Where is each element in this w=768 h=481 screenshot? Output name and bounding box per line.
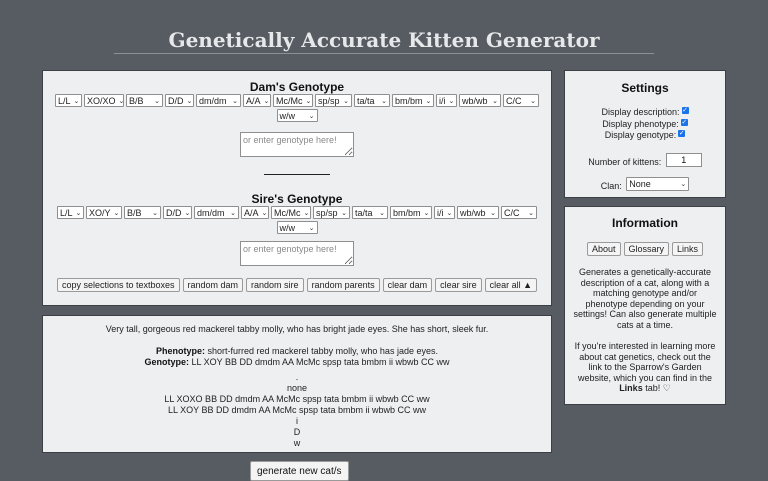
phenotype-value: short-furred red mackerel tabby molly, who has jade eyes. bbox=[205, 346, 438, 356]
chevron-down-icon: ⌄ bbox=[75, 209, 82, 217]
dam-heading: Dam's Genotype bbox=[249, 80, 345, 94]
select-value: bm/bm bbox=[395, 95, 423, 106]
sire-select-10[interactable] bbox=[434, 206, 455, 219]
debug-line: . bbox=[295, 372, 299, 382]
sire-select-6[interactable] bbox=[271, 206, 311, 219]
select-value: L/L bbox=[58, 95, 71, 106]
sire-select-7[interactable] bbox=[313, 206, 350, 219]
title-divider bbox=[114, 53, 654, 54]
random-sire-button[interactable]: random sire bbox=[246, 278, 304, 292]
chevron-down-icon: ⌄ bbox=[343, 97, 349, 105]
sire-select-12[interactable] bbox=[501, 206, 537, 219]
info-links-text: If you're interested in learning more about cat genetics, check out the link to the Sparrow's Garden website, which you can find in the bbox=[574, 341, 716, 383]
dam-select-4[interactable] bbox=[196, 94, 241, 107]
sire-selects bbox=[43, 206, 551, 234]
chevron-down-icon: ⌄ bbox=[303, 209, 310, 217]
action-buttons bbox=[43, 278, 551, 292]
dam-select-13[interactable] bbox=[277, 109, 318, 122]
sire-select-1[interactable] bbox=[86, 206, 122, 219]
select-value: wb/wb bbox=[462, 95, 488, 106]
select-value: i/i bbox=[439, 95, 446, 106]
dam-select-10[interactable] bbox=[436, 94, 457, 107]
genotype-line bbox=[43, 357, 551, 368]
select-value: Mc/Mc bbox=[276, 95, 303, 106]
debug-line: LL XOXO BB DD dmdm AA McMc spsp tata bmbm ii wbwb CC ww bbox=[164, 394, 430, 404]
chevron-down-icon: ⌄ bbox=[230, 209, 236, 217]
phenotype-label: Phenotype: bbox=[156, 346, 206, 356]
num-kittens-input[interactable]: 1 bbox=[666, 153, 702, 167]
select-value: ta/ta bbox=[357, 95, 375, 106]
sire-genotype-input[interactable] bbox=[240, 241, 354, 266]
debug-line: i bbox=[296, 416, 298, 426]
chevron-down-icon: ⌄ bbox=[528, 209, 534, 217]
chevron-down-icon: ⌄ bbox=[261, 209, 268, 217]
chevron-down-icon: ⌄ bbox=[381, 97, 387, 105]
clan-value: None bbox=[629, 179, 651, 190]
num-kittens-label: Number of kittens: bbox=[588, 156, 662, 167]
display-description-checkbox[interactable]: ✓ bbox=[682, 107, 688, 115]
chevron-down-icon: ⌄ bbox=[341, 209, 347, 217]
chevron-down-icon: ⌄ bbox=[152, 209, 158, 217]
debug-line: none bbox=[286, 383, 308, 393]
select-value: sp/sp bbox=[318, 95, 340, 106]
select-value: D/D bbox=[166, 207, 182, 218]
chevron-down-icon: ⌄ bbox=[308, 224, 315, 232]
output-panel bbox=[42, 315, 552, 453]
select-value: XO/XO bbox=[87, 95, 116, 106]
dam-select-11[interactable] bbox=[459, 94, 501, 107]
chevron-down-icon: ⌄ bbox=[492, 97, 498, 105]
sire-select-11[interactable] bbox=[457, 206, 499, 219]
display-genotype-checkbox[interactable]: ✓ bbox=[678, 130, 685, 138]
select-value: C/C bbox=[504, 207, 520, 218]
sire-select-8[interactable] bbox=[352, 206, 388, 219]
chevron-down-icon: ⌄ bbox=[232, 97, 238, 105]
chevron-down-icon: ⌄ bbox=[490, 209, 496, 217]
select-value: B/B bbox=[127, 207, 142, 218]
information-panel bbox=[564, 206, 726, 405]
tab-links[interactable]: Links bbox=[672, 242, 703, 256]
clan-label: Clan: bbox=[600, 180, 622, 191]
chevron-down-icon: ⌄ bbox=[680, 181, 687, 189]
select-value: L/L bbox=[60, 207, 73, 218]
dam-select-1[interactable] bbox=[84, 94, 124, 107]
dam-select-8[interactable] bbox=[354, 94, 390, 107]
tab-glossary[interactable]: Glossary bbox=[624, 242, 670, 256]
chevron-down-icon: ⌄ bbox=[263, 97, 270, 105]
chevron-down-icon: ⌄ bbox=[379, 209, 385, 217]
select-value: sp/sp bbox=[316, 207, 338, 218]
dam-select-3[interactable] bbox=[165, 94, 194, 107]
display-genotype-label: Display genotype: bbox=[604, 130, 677, 140]
sire-select-4[interactable] bbox=[194, 206, 239, 219]
debug-line: D bbox=[293, 427, 301, 437]
sire-select-9[interactable] bbox=[390, 206, 432, 219]
chevron-down-icon: ⌄ bbox=[113, 209, 120, 217]
genotype-panel bbox=[42, 70, 552, 306]
dam-select-7[interactable] bbox=[315, 94, 352, 107]
display-phenotype-label: Display phenotype: bbox=[602, 118, 679, 129]
dam-select-12[interactable] bbox=[503, 94, 539, 107]
dam-select-0[interactable] bbox=[55, 94, 82, 107]
clear-sire-button[interactable]: clear sire bbox=[435, 278, 482, 292]
genotype-label: Genotype: bbox=[144, 357, 189, 367]
chevron-down-icon: ⌄ bbox=[448, 97, 455, 105]
select-value: i/i bbox=[437, 207, 444, 218]
page-title: Genetically Accurate Kitten Generator bbox=[168, 28, 600, 52]
cat-description: Very tall, gorgeous red mackerel tabby molly, who has bright jade eyes. She has short, sleek fur. bbox=[105, 324, 489, 334]
select-value: A/A bbox=[244, 207, 259, 218]
select-value: bm/bm bbox=[393, 207, 421, 218]
select-value: D/D bbox=[168, 95, 184, 106]
info-tabs bbox=[565, 242, 725, 256]
select-value: wb/wb bbox=[460, 207, 486, 218]
dam-selects bbox=[43, 94, 551, 122]
select-value: w/w bbox=[279, 222, 295, 233]
chevron-down-icon: ⌄ bbox=[186, 97, 193, 105]
dam-select-6[interactable] bbox=[273, 94, 313, 107]
generate-button[interactable]: generate new cat/s bbox=[250, 461, 349, 481]
random-parents-button[interactable]: random parents bbox=[307, 278, 380, 292]
information-heading: Information bbox=[612, 216, 678, 230]
select-value: w/w bbox=[279, 110, 295, 121]
sire-select-3[interactable] bbox=[163, 206, 192, 219]
chevron-down-icon: ⌄ bbox=[423, 209, 430, 217]
select-value: Mc/Mc bbox=[274, 207, 301, 218]
info-links-tail: tab! ♡ bbox=[642, 383, 671, 393]
clan-select[interactable] bbox=[626, 177, 689, 191]
sire-select-13[interactable] bbox=[277, 221, 318, 234]
select-value: B/B bbox=[129, 95, 144, 106]
settings-panel bbox=[564, 70, 726, 198]
debug-output bbox=[43, 372, 551, 449]
info-links-bold: Links bbox=[619, 383, 643, 393]
chevron-down-icon: ⌄ bbox=[425, 97, 432, 105]
select-value: A/A bbox=[246, 95, 261, 106]
dam-genotype-input[interactable] bbox=[240, 132, 354, 157]
clear-dam-button[interactable]: clear dam bbox=[383, 278, 433, 292]
chevron-down-icon: ⌄ bbox=[184, 209, 191, 217]
dam-select-9[interactable] bbox=[392, 94, 434, 107]
chevron-down-icon: ⌄ bbox=[73, 97, 80, 105]
display-phenotype-checkbox[interactable]: ✓ bbox=[681, 118, 688, 126]
chevron-down-icon: ⌄ bbox=[530, 97, 536, 105]
genotype-value: LL XOY BB DD dmdm AA McMc spsp tata bmbm ii wbwb CC ww bbox=[188, 357, 450, 367]
dam-select-2[interactable] bbox=[126, 94, 163, 107]
select-value: ta/ta bbox=[355, 207, 373, 218]
debug-line: w bbox=[293, 438, 301, 448]
select-value: dm/dm bbox=[197, 207, 225, 218]
chevron-down-icon: ⌄ bbox=[446, 209, 453, 217]
select-value: XO/Y bbox=[89, 207, 111, 218]
debug-line: LL XOY BB DD dmdm AA McMc spsp tata bmbm ii wbwb CC ww bbox=[167, 405, 427, 415]
display-description-label: Display description: bbox=[601, 107, 680, 117]
copy-selections-button[interactable]: copy selections to textboxes bbox=[57, 278, 180, 292]
select-value: dm/dm bbox=[199, 95, 227, 106]
settings-heading: Settings bbox=[621, 81, 669, 95]
select-value: C/C bbox=[506, 95, 522, 106]
chevron-down-icon: ⌄ bbox=[308, 112, 315, 120]
info-links-note bbox=[565, 341, 725, 394]
tab-about[interactable]: About bbox=[587, 242, 621, 256]
sire-select-5[interactable] bbox=[241, 206, 269, 219]
dam-select-5[interactable] bbox=[243, 94, 271, 107]
info-description: Generates a genetically-accurate description of a cat, along with a matching genotype and/or phenotype depending on your settings! Can also generate multiple cats at a time. bbox=[573, 267, 717, 330]
sire-heading: Sire's Genotype bbox=[251, 192, 343, 206]
sire-select-0[interactable] bbox=[57, 206, 84, 219]
chevron-down-icon: ⌄ bbox=[154, 97, 160, 105]
phenotype-line bbox=[43, 346, 551, 357]
random-dam-button[interactable]: random dam bbox=[183, 278, 244, 292]
sire-select-2[interactable] bbox=[124, 206, 161, 219]
clear-all-button[interactable]: clear all ▲ bbox=[485, 278, 537, 292]
chevron-down-icon: ⌄ bbox=[305, 97, 312, 105]
chevron-down-icon: ⌄ bbox=[118, 97, 125, 105]
